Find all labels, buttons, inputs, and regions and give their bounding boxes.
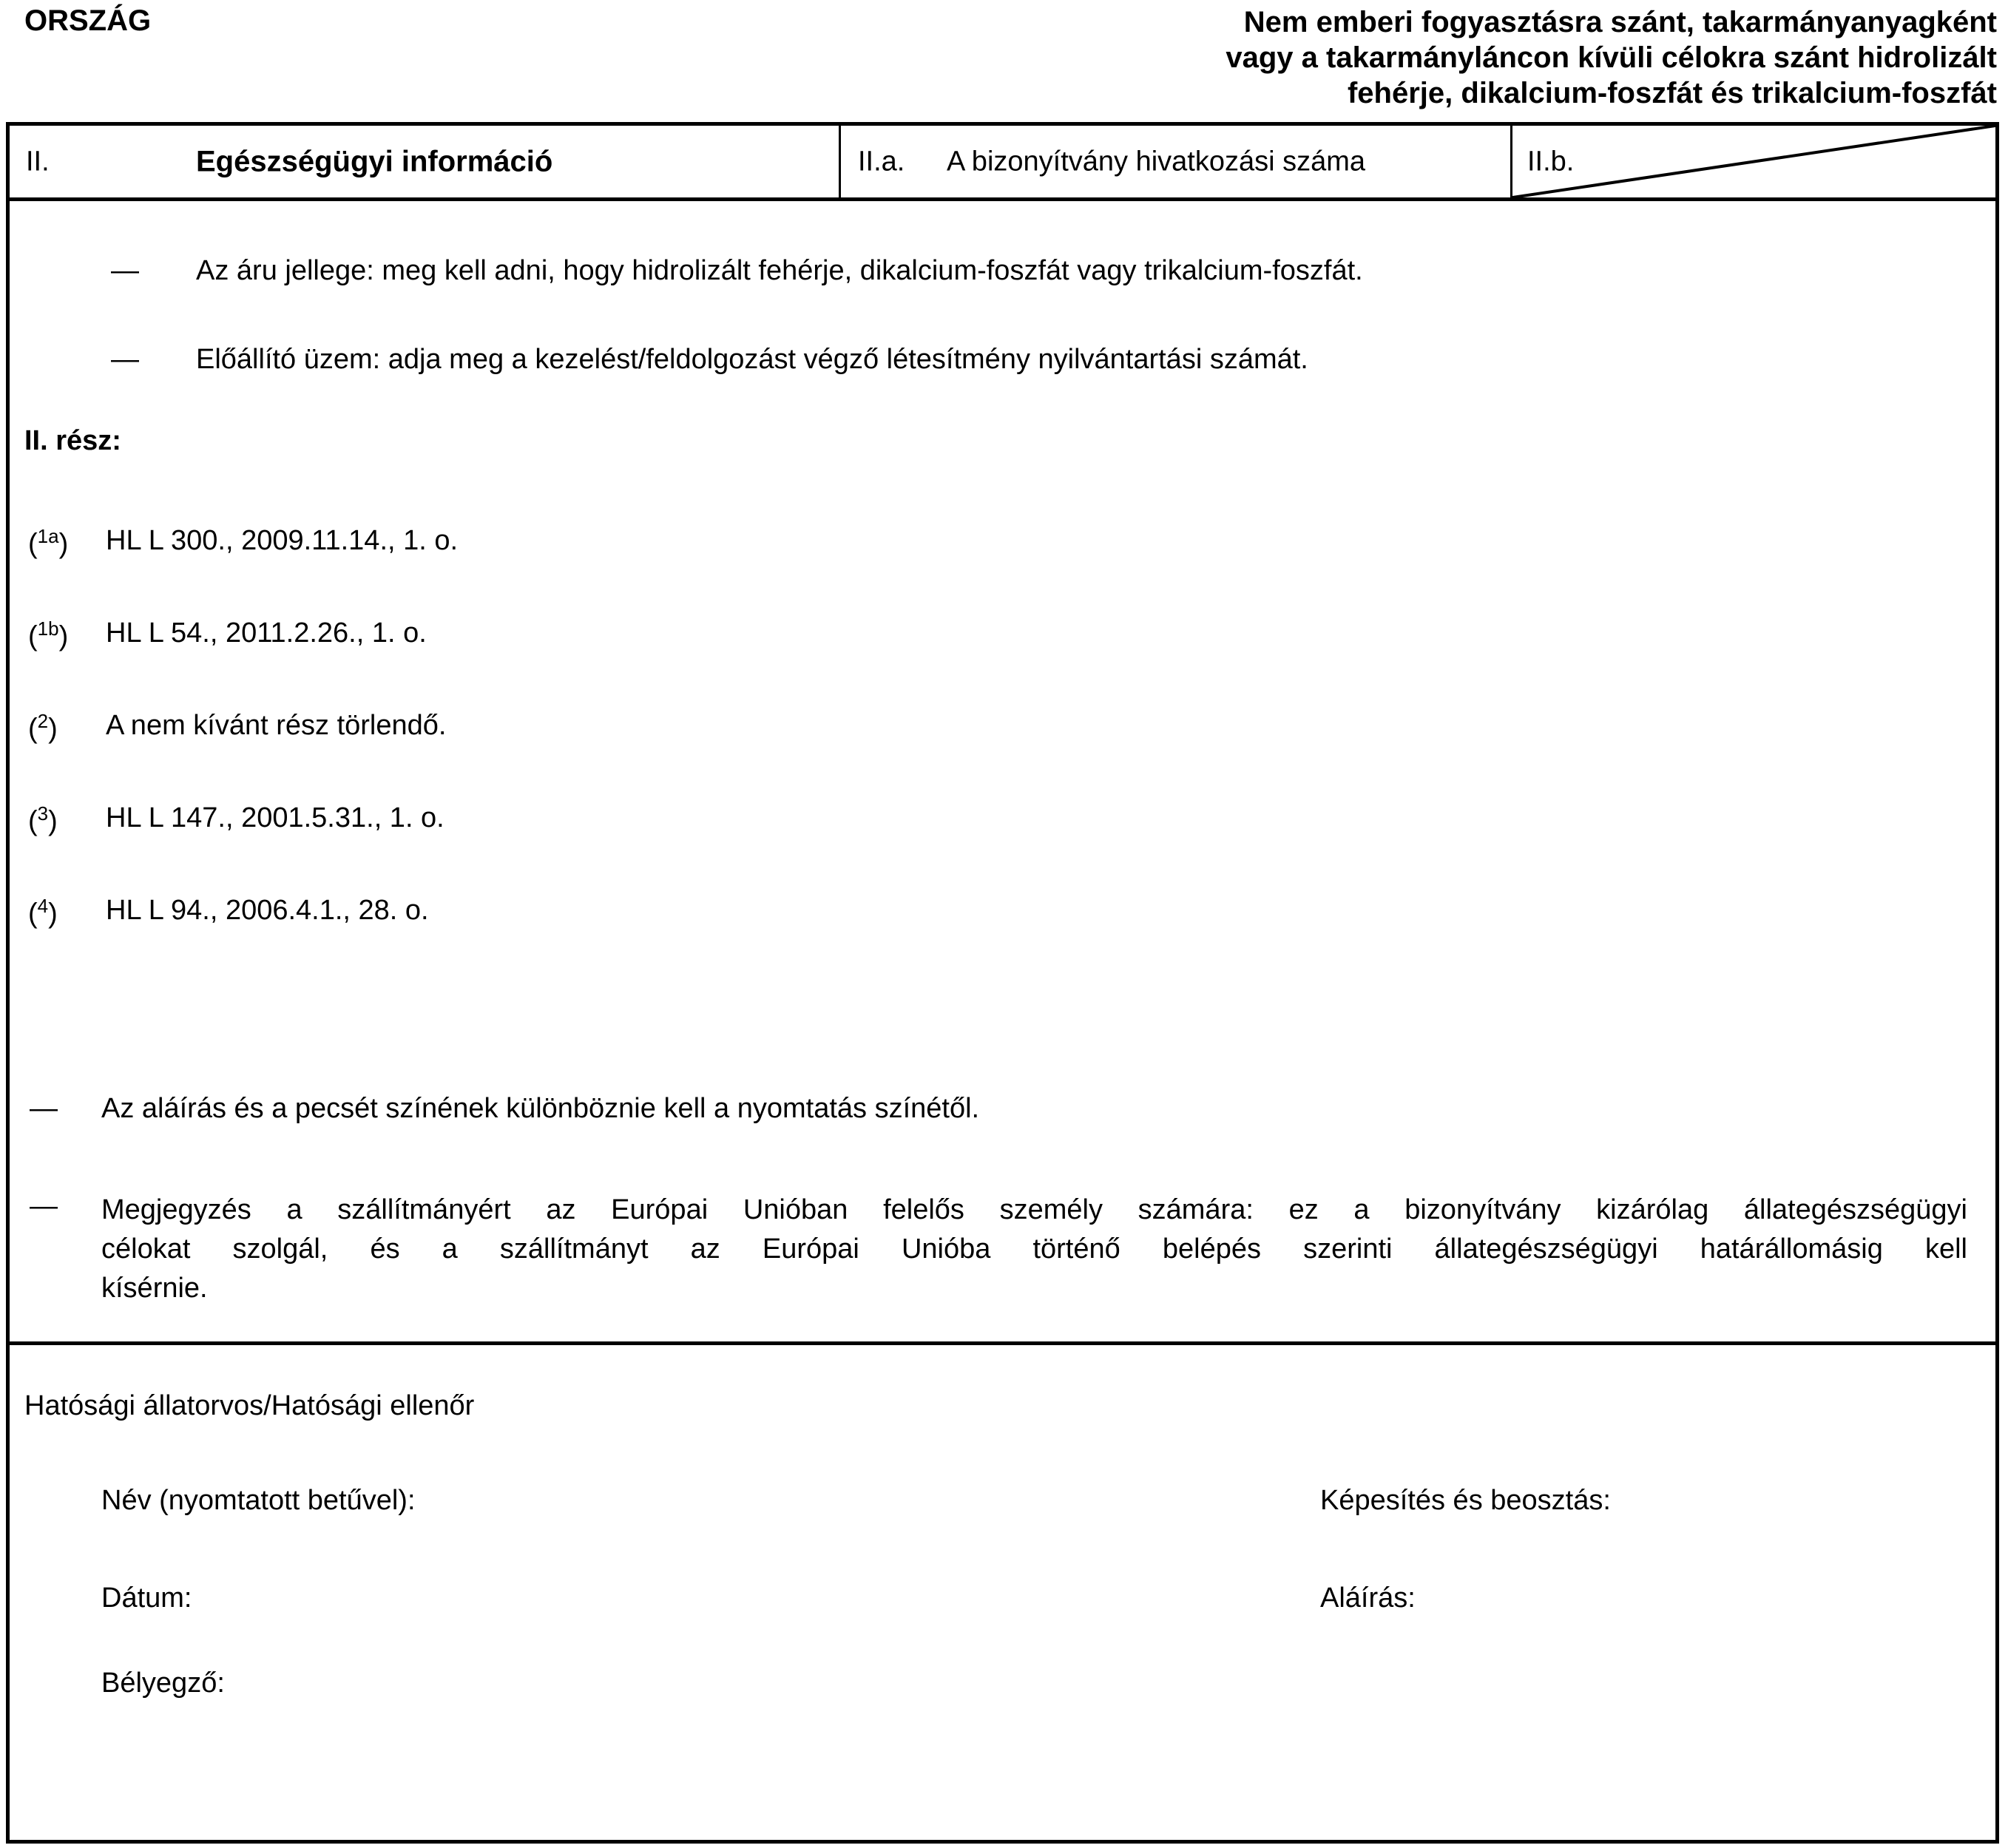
footnote-text: HL L 94., 2006.4.1., 28. o. [106, 895, 429, 926]
paren-open: ( [28, 620, 38, 652]
paren-close: ) [58, 620, 69, 652]
note-line: célokat szolgál, és a szállítmányt az Európai Unióba történő belépés szerinti állategészségügyi határállomásig kell [101, 1233, 1967, 1265]
ref-title: A bizonyítvány hivatkozási száma [947, 146, 1366, 177]
document-title [1226, 4, 1997, 111]
footnote-text: HL L 147., 2001.5.31., 1. o. [106, 802, 444, 833]
paren-open: ( [28, 713, 38, 745]
diagonal-strike-line [1512, 126, 1995, 197]
bullet-dash: — [111, 344, 139, 375]
footnote-marker [28, 617, 68, 653]
paren-open: ( [28, 528, 38, 560]
bullet-text-signature-color: Az aláírás és a pecsét színének különböznie kell a nyomtatás színétől. [101, 1093, 980, 1124]
footnote-marker-number: 1b [37, 617, 59, 640]
local-ref-number: II.b. [1527, 146, 1575, 177]
signature-label: Aláírás: [1320, 1583, 1416, 1614]
signature-section-heading: Hatósági állatorvos/Hatósági ellenőr [24, 1390, 475, 1421]
paren-close: ) [58, 528, 69, 560]
date-label: Dátum: [101, 1583, 192, 1614]
bullet-dash: — [30, 1093, 58, 1124]
column-divider [839, 126, 841, 197]
country-label: ORSZÁG [24, 4, 152, 37]
part-number: II. [26, 146, 50, 177]
bullet-text-commodity-nature: Az áru jellege: meg kell adni, hogy hidrolizált fehérje, dikalcium-foszfát vagy trikalcium-foszfát. [196, 255, 1363, 286]
footnote-marker [28, 802, 58, 838]
note-line: Megjegyzés a szállítmányért az Európai Unióban felelős személy számára: ez a bizonyítvány kizárólag állategészségügyi [101, 1194, 1967, 1225]
footnote-marker [28, 525, 68, 561]
footnote-marker-number: 3 [37, 802, 49, 825]
qualification-label: Képesítés és beosztás: [1320, 1485, 1611, 1516]
footnote-marker [28, 895, 58, 930]
bullet-dash: — [30, 1191, 58, 1222]
ref-number-label: II.a. [858, 146, 905, 177]
document-title-line: Nem emberi fogyasztásra szánt, takarmányanyagként [1243, 6, 1997, 38]
name-label: Név (nyomtatott betűvel): [101, 1485, 416, 1516]
paren-close: ) [48, 713, 58, 745]
document-title-line: fehérje, dikalcium-foszfát és trikalcium-foszfát [1347, 77, 1997, 109]
bullet-dash: — [111, 255, 139, 286]
section-divider [10, 1341, 1995, 1345]
document-title-line: vagy a takarmányláncon kívüli célokra szánt hidrolizált [1226, 41, 1997, 74]
paren-open: ( [28, 898, 38, 930]
footnote-marker-number: 1a [37, 525, 59, 547]
certificate-table [6, 122, 1999, 1844]
part-title: Egészségügyi információ [196, 145, 553, 177]
table-header-row [10, 126, 1995, 201]
paren-open: ( [28, 805, 38, 837]
footnote-marker-number: 2 [37, 710, 49, 732]
part2-heading: II. rész: [24, 425, 121, 456]
bullet-text-consignment-note [101, 1191, 1967, 1308]
footnote-marker [28, 710, 58, 745]
bullet-text-manufacturing-plant: Előállító üzem: adja meg a kezelést/feldolgozást végző létesítmény nyilvántartási számát. [196, 344, 1308, 375]
footnote-text: HL L 54., 2011.2.26., 1. o. [106, 617, 427, 649]
footnote-marker-number: 4 [37, 895, 49, 917]
paren-close: ) [48, 805, 58, 837]
footnote-text: HL L 300., 2009.11.14., 1. o. [106, 525, 459, 556]
paren-close: ) [48, 898, 58, 930]
stamp-label: Bélyegző: [101, 1668, 225, 1699]
note-line: kísérnie. [101, 1273, 208, 1304]
footnote-text: A nem kívánt rész törlendő. [106, 710, 447, 741]
